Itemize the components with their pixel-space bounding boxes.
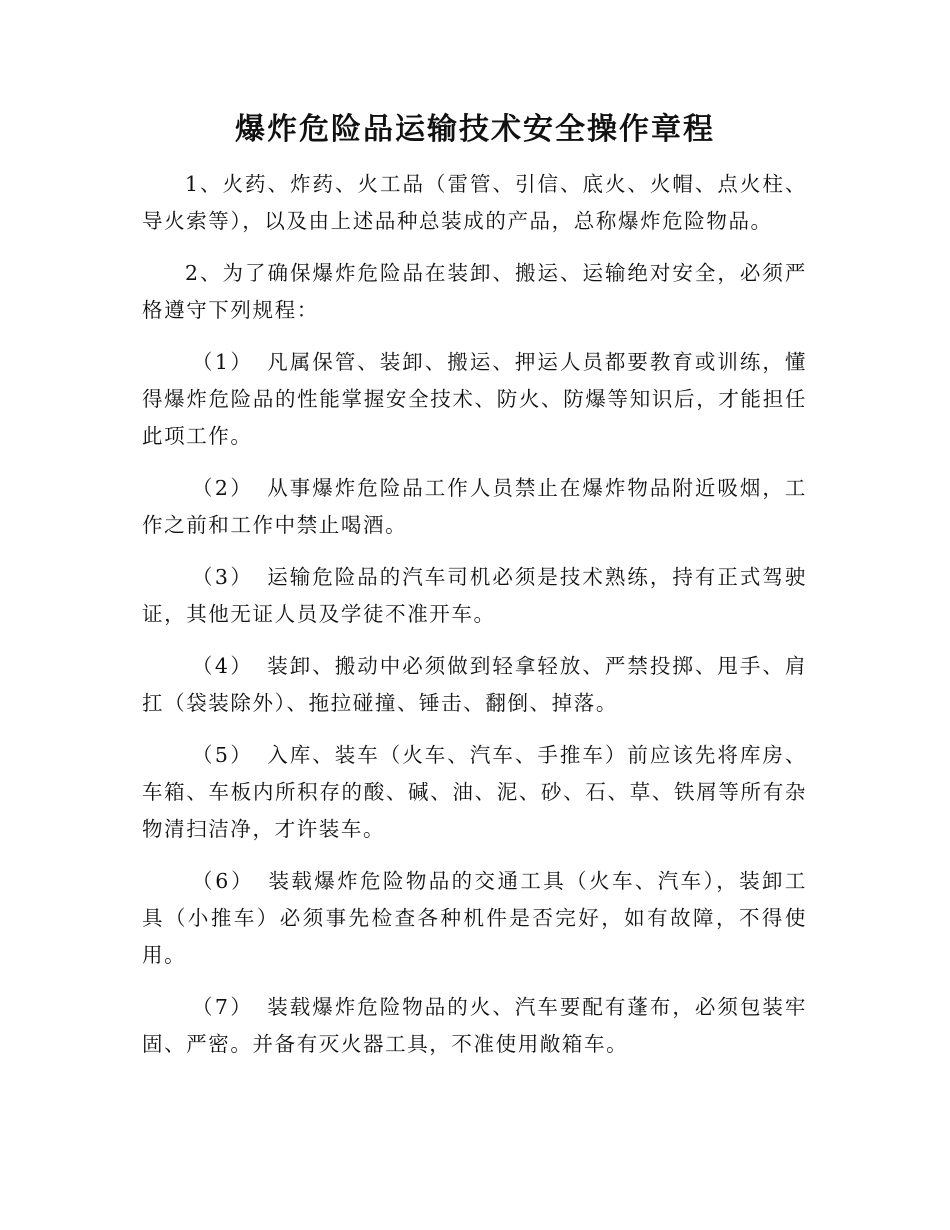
rule-item-5: [142, 737, 807, 848]
rule-item-2-text: 从事爆炸危险品工作人员禁止在爆炸物品附近吸烟，工作之前和工作中禁止喝酒。: [142, 476, 807, 537]
rule-item-2: [142, 470, 807, 544]
rule-item-3-text: 运输危险品的汽车司机必须是技术熟练，持有正式驾驶证，其他无证人员及学徒不准开车。: [142, 565, 807, 626]
document-body: [142, 166, 807, 1078]
paragraph-2: [142, 255, 807, 329]
rule-item-4-number: （4）: [192, 654, 254, 678]
rule-item-5-number: （5）: [192, 743, 254, 767]
rule-item-7-text: 装载爆炸危险物品的火、汽车要配有蓬布，必须包装牢固、严密。并备有灭火器工具，不准使用敞箱车。: [142, 995, 807, 1056]
paragraph-1: [142, 166, 807, 240]
rule-item-3-number: （3）: [192, 565, 254, 589]
document-title: 爆炸危险品运输技术安全操作章程: [235, 112, 715, 147]
rule-item-4: [142, 648, 807, 722]
paragraph-2-text: 2、为了确保爆炸危险品在装卸、搬运、运输绝对安全，必须严格遵守下列规程：: [142, 261, 807, 322]
rule-item-6-text: 装载爆炸危险物品的交通工具（火车、汽车），装卸工具（小推车）必须事先检查各种机件是否完好，如有故障，不得使用。: [142, 869, 807, 967]
rule-item-3: [142, 559, 807, 633]
rule-item-1: [142, 344, 807, 455]
rule-item-4-text: 装卸、搬动中必须做到轻拿轻放、严禁投掷、甩手、肩扛（袋装除外）、拖拉碰撞、锤击、翻倒、掉落。: [142, 654, 807, 715]
rule-item-1-number: （1）: [192, 350, 254, 374]
rule-item-1-text: 凡属保管、装卸、搬运、押运人员都要教育或训练，懂得爆炸危险品的性能掌握安全技术、防火、防爆等知识后，才能担任此项工作。: [142, 350, 807, 448]
paragraph-1-text: 1、火药、炸药、火工品（雷管、引信、底火、火帽、点火柱、导火索等），以及由上述品种总装成的产品，总称爆炸危险物品。: [142, 172, 807, 233]
rule-item-7-number: （7）: [192, 995, 254, 1019]
rule-item-5-text: 入库、装车（火车、汽车、手推车）前应该先将库房、车箱、车板内所积存的酸、碱、油、泥、砂、石、草、铁屑等所有杂物清扫洁净，才许装车。: [142, 743, 807, 841]
rule-item-7: [142, 989, 807, 1063]
rule-item-6: [142, 863, 807, 974]
rule-item-6-number: （6）: [192, 869, 255, 893]
rule-item-2-number: （2）: [192, 476, 254, 500]
